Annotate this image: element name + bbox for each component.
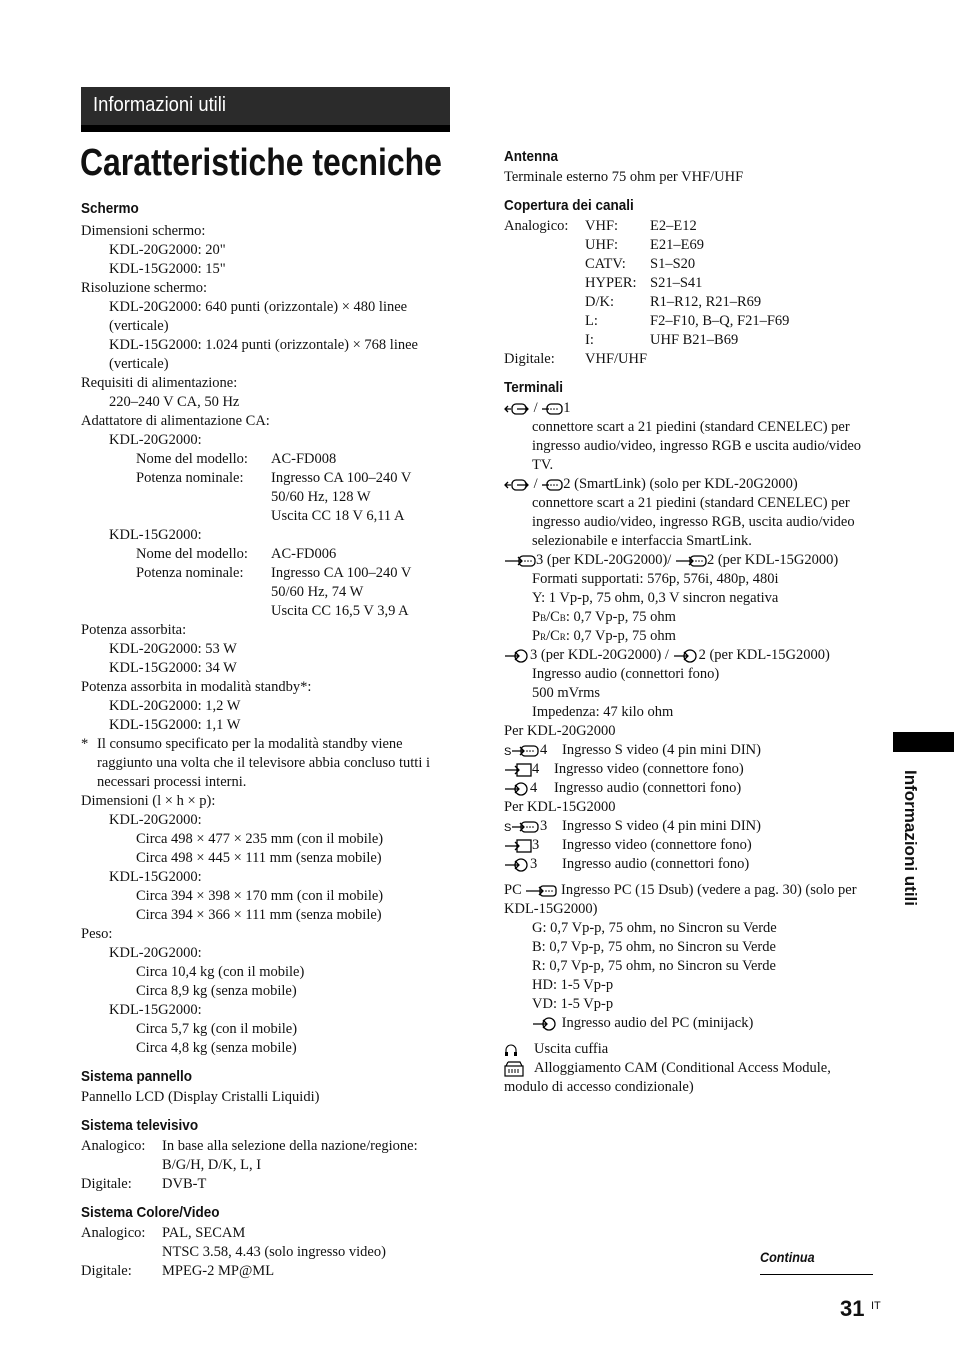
label: Digitale: xyxy=(81,1263,132,1279)
value: AC-FD008 xyxy=(271,451,337,467)
text: KDL-15G2000: xyxy=(109,869,202,885)
text: 2 (per KDL-15G2000) xyxy=(706,552,839,568)
label: Potenza nominale: xyxy=(136,470,244,486)
text: KDL-20G2000: 640 punti (orizzontale) × 480 linee xyxy=(109,299,408,315)
heading-antenna: Antenna xyxy=(504,148,558,165)
s-video-icon xyxy=(504,744,540,758)
text: Peso: xyxy=(81,926,113,942)
text: : 0,7 Vp-p, 75 ohm xyxy=(565,609,676,625)
s-video-icon xyxy=(504,820,540,834)
text: Ingresso audio (connettori fono) xyxy=(562,856,750,872)
text: KDL-20G2000: 53 W xyxy=(109,641,237,657)
text: 2 (per KDL-15G2000) xyxy=(698,647,830,663)
text: Circa 394 × 366 × 111 mm (senza mobile) xyxy=(136,907,382,923)
text: 3 xyxy=(532,837,540,853)
text: HD: 1-5 Vp-p xyxy=(532,977,614,993)
text: /C xyxy=(546,609,560,625)
audio-in-icon xyxy=(504,649,530,663)
footnote-text: Il consumo specificato per la modalità standby viene xyxy=(97,736,403,752)
text: Circa 498 × 445 × 111 mm (senza mobile) xyxy=(136,850,382,866)
text: KDL-20G2000: 20" xyxy=(109,242,226,258)
label: Digitale: xyxy=(504,351,555,367)
scart-inout-icon xyxy=(504,402,530,416)
text: connettore scart a 21 piedini (standard CENELEC) per xyxy=(532,495,850,511)
text: Ingresso S video (4 pin mini DIN) xyxy=(562,818,761,834)
label: Analogico: xyxy=(504,218,569,234)
cam-slot-icon xyxy=(504,1061,534,1077)
text: Requisiti di alimentazione: xyxy=(81,375,238,391)
audio-in-icon xyxy=(673,649,699,663)
text: connettore scart a 21 piedini (standard CENELEC) per xyxy=(532,419,850,435)
text: Dimensioni schermo: xyxy=(81,223,206,239)
text: Potenza assorbita in modalità standby*: xyxy=(81,679,312,695)
text: R: 0,7 Vp-p, 75 ohm, no Sincron su Verde xyxy=(532,958,776,974)
text: Y: 1 Vp-p, 75 ohm, 0,3 V sincron negativa xyxy=(532,590,779,606)
value: 50/60 Hz, 128 W xyxy=(271,489,371,505)
range: E2–E12 xyxy=(650,218,697,234)
text: KDL-15G2000: xyxy=(109,527,202,543)
value: Uscita CC 16,5 V 3,9 A xyxy=(271,603,409,619)
section-title: Informazioni utili xyxy=(93,94,226,116)
text: (verticale) xyxy=(109,356,169,372)
text: Per KDL-20G2000 xyxy=(504,723,616,739)
right-column xyxy=(504,146,884,1097)
audio-in-icon xyxy=(504,782,530,796)
scart-out-icon xyxy=(541,402,563,416)
text: KDL-20G2000: xyxy=(109,812,202,828)
video-in-icon xyxy=(504,839,532,853)
value: VHF/UHF xyxy=(585,351,648,367)
text: Pannello LCD (Display Cristalli Liquidi) xyxy=(81,1089,320,1105)
value: MPEG-2 MP@ML xyxy=(162,1263,275,1279)
text: /C xyxy=(546,628,560,644)
text: 220–240 V CA, 50 Hz xyxy=(109,394,240,410)
text: P xyxy=(532,628,541,644)
text: 2 (SmartLink) (solo per KDL-20G2000) xyxy=(563,476,798,492)
text: KDL-20G2000: xyxy=(109,432,202,448)
heading-copertura-canali: Copertura dei canali xyxy=(504,197,634,214)
page-language: IT xyxy=(871,1300,881,1312)
left-column xyxy=(81,198,456,1281)
text: VD: 1-5 Vp-p xyxy=(532,996,614,1012)
channel-table xyxy=(504,217,884,369)
svg-text:S: S xyxy=(504,821,512,834)
text: Formati supportati: 576p, 576i, 480p, 480i xyxy=(532,571,779,587)
text: ingresso audio/video, ingresso RGB e uscita audio/video xyxy=(532,438,862,454)
range: UHF B21–B69 xyxy=(650,332,739,348)
text: modulo di accesso condizionale) xyxy=(504,1079,694,1095)
text: 4 xyxy=(530,780,538,796)
text: Adattatore di alimentazione CA: xyxy=(81,413,270,429)
pc-in-icon xyxy=(525,884,557,898)
text: Circa 10,4 kg (con il mobile) xyxy=(136,964,305,980)
band: UHF: xyxy=(585,237,619,253)
range: S21–S41 xyxy=(650,275,703,291)
label: Analogico: xyxy=(81,1225,146,1241)
text: 4 xyxy=(540,742,548,758)
label: Nome del modello: xyxy=(136,451,248,467)
text: (verticale) xyxy=(109,318,169,334)
text: : 0,7 Vp-p, 75 ohm xyxy=(565,628,676,644)
continue-label: Continua xyxy=(760,1249,815,1265)
text: R xyxy=(540,632,547,642)
value: PAL, SECAM xyxy=(162,1225,246,1241)
heading-terminali: Terminali xyxy=(504,379,564,396)
heading-sistema-pannello: Sistema pannello xyxy=(81,1068,193,1085)
range: S1–S20 xyxy=(650,256,696,272)
heading-sistema-televisivo: Sistema televisivo xyxy=(81,1117,199,1134)
text: Ingresso video (connettore fono) xyxy=(562,837,752,853)
text: KDL-15G2000) xyxy=(504,901,598,917)
value: B/G/H, D/K, L, I xyxy=(162,1157,262,1173)
text: Terminale esterno 75 ohm per VHF/UHF xyxy=(504,169,744,185)
component-in-icon xyxy=(504,554,536,568)
text: ingresso audio/video, ingresso RGB, uscita audio/video xyxy=(532,514,855,530)
text: Dimensioni (l × h × p): xyxy=(81,793,216,809)
text: Circa 4,8 kg (senza mobile) xyxy=(136,1040,297,1056)
component-in-icon xyxy=(675,554,707,568)
text: Risoluzione schermo: xyxy=(81,280,208,296)
label: Digitale: xyxy=(81,1176,132,1192)
text: KDL-15G2000: 15" xyxy=(109,261,226,277)
text: Potenza assorbita: xyxy=(81,622,187,638)
text: Uscita cuffia xyxy=(534,1041,609,1057)
scart-inout-icon xyxy=(504,478,530,492)
text: Alloggiamento CAM (Conditional Access Module, xyxy=(534,1060,831,1076)
value: Uscita CC 18 V 6,11 A xyxy=(271,508,405,524)
text: 3 (per KDL-20G2000) / xyxy=(530,647,669,663)
video-in-icon xyxy=(504,763,532,777)
range: E21–E69 xyxy=(650,237,704,253)
section-header-rule xyxy=(81,125,450,132)
text: / xyxy=(533,476,538,492)
value: DVB-T xyxy=(162,1176,207,1192)
band: VHF: xyxy=(585,218,619,234)
text: B xyxy=(559,613,566,623)
text: G: 0,7 Vp-p, 75 ohm, no Sincron su Verde xyxy=(532,920,777,936)
text: P xyxy=(532,609,541,625)
band: D/K: xyxy=(585,294,614,310)
text: KDL-20G2000: xyxy=(109,945,202,961)
text: 500 mVrms xyxy=(532,685,601,701)
text: Per KDL-15G2000 xyxy=(504,799,616,815)
band: CATV: xyxy=(585,256,626,272)
text: / xyxy=(533,400,538,416)
text: selezionabile e interfaccia SmartLink. xyxy=(532,533,752,549)
text: KDL-20G2000: 1,2 W xyxy=(109,698,241,714)
text: 3 xyxy=(540,818,548,834)
text: Ingresso S video (4 pin mini DIN) xyxy=(562,742,761,758)
text: Circa 498 × 477 × 235 mm (con il mobile) xyxy=(136,831,384,847)
text: KDL-15G2000: 1,1 W xyxy=(109,717,241,733)
value: In base alla selezione della nazione/regione: xyxy=(162,1138,418,1154)
page-number: 31 xyxy=(840,1296,865,1321)
text: 1 xyxy=(563,400,571,416)
label: Potenza nominale: xyxy=(136,565,244,581)
range: R1–R12, R21–R69 xyxy=(650,294,762,310)
text: Circa 5,7 kg (con il mobile) xyxy=(136,1021,298,1037)
text: Circa 8,9 kg (senza mobile) xyxy=(136,983,297,999)
svg-text:S: S xyxy=(504,745,512,758)
text: KDL-15G2000: xyxy=(109,1002,202,1018)
text: Ingresso PC (15 Dsub) (vedere a pag. 30) (solo per xyxy=(561,882,857,898)
side-tab-marker xyxy=(893,732,954,752)
text: Ingresso video (connettore fono) xyxy=(554,761,744,777)
band: HYPER: xyxy=(585,275,637,291)
scart-out-icon xyxy=(541,478,563,492)
text: R xyxy=(559,632,566,642)
heading-sistema-colore-video: Sistema Colore/Video xyxy=(81,1204,220,1221)
text: Ingresso audio (connettori fono) xyxy=(532,666,720,682)
headphones-icon xyxy=(504,1043,534,1057)
footnote-text: raggiunto una volta che il televisore abbia concluso tutti i xyxy=(97,755,431,771)
side-tab-label xyxy=(893,770,923,920)
footnote-text: necessari processi interni. xyxy=(97,774,247,790)
value: Ingresso CA 100–240 V xyxy=(271,470,412,486)
pc-audio-in-icon xyxy=(532,1017,558,1031)
text: B xyxy=(540,613,547,623)
text: KDL-15G2000: 1.024 punti (orizzontale) × 768 linee xyxy=(109,337,418,353)
text: 3 (per KDL-20G2000)/ xyxy=(536,552,672,568)
text: Ingresso audio (connettori fono) xyxy=(554,780,742,796)
value: NTSC 3.58, 4.43 (solo ingresso video) xyxy=(162,1244,386,1260)
page-title: Caratteristiche tecniche xyxy=(80,142,442,184)
band: I: xyxy=(585,332,594,348)
text: B: 0,7 Vp-p, 75 ohm, no Sincron su Verde xyxy=(532,939,776,955)
band: L: xyxy=(585,313,598,329)
text: PC xyxy=(504,882,522,898)
side-tab-text: Informazioni utili xyxy=(901,770,920,906)
footnote-marker: * xyxy=(81,736,89,752)
text: Circa 394 × 398 × 170 mm (con il mobile) xyxy=(136,888,384,904)
label: Analogico: xyxy=(81,1138,146,1154)
heading-schermo: Schermo xyxy=(81,200,139,217)
value: 50/60 Hz, 74 W xyxy=(271,584,364,600)
text: 4 xyxy=(532,761,540,777)
value: Ingresso CA 100–240 V xyxy=(271,565,412,581)
text: 3 xyxy=(530,856,538,872)
label: Nome del modello: xyxy=(136,546,248,562)
text: Ingresso audio del PC (minijack) xyxy=(561,1015,754,1031)
value: AC-FD006 xyxy=(271,546,337,562)
text: KDL-15G2000: 34 W xyxy=(109,660,237,676)
audio-in-icon xyxy=(504,858,530,872)
continue-rule xyxy=(760,1274,873,1275)
text: Impedenza: 47 kilo ohm xyxy=(532,704,674,720)
text: TV. xyxy=(532,457,554,473)
range: F2–F10, B–Q, F21–F69 xyxy=(650,313,790,329)
